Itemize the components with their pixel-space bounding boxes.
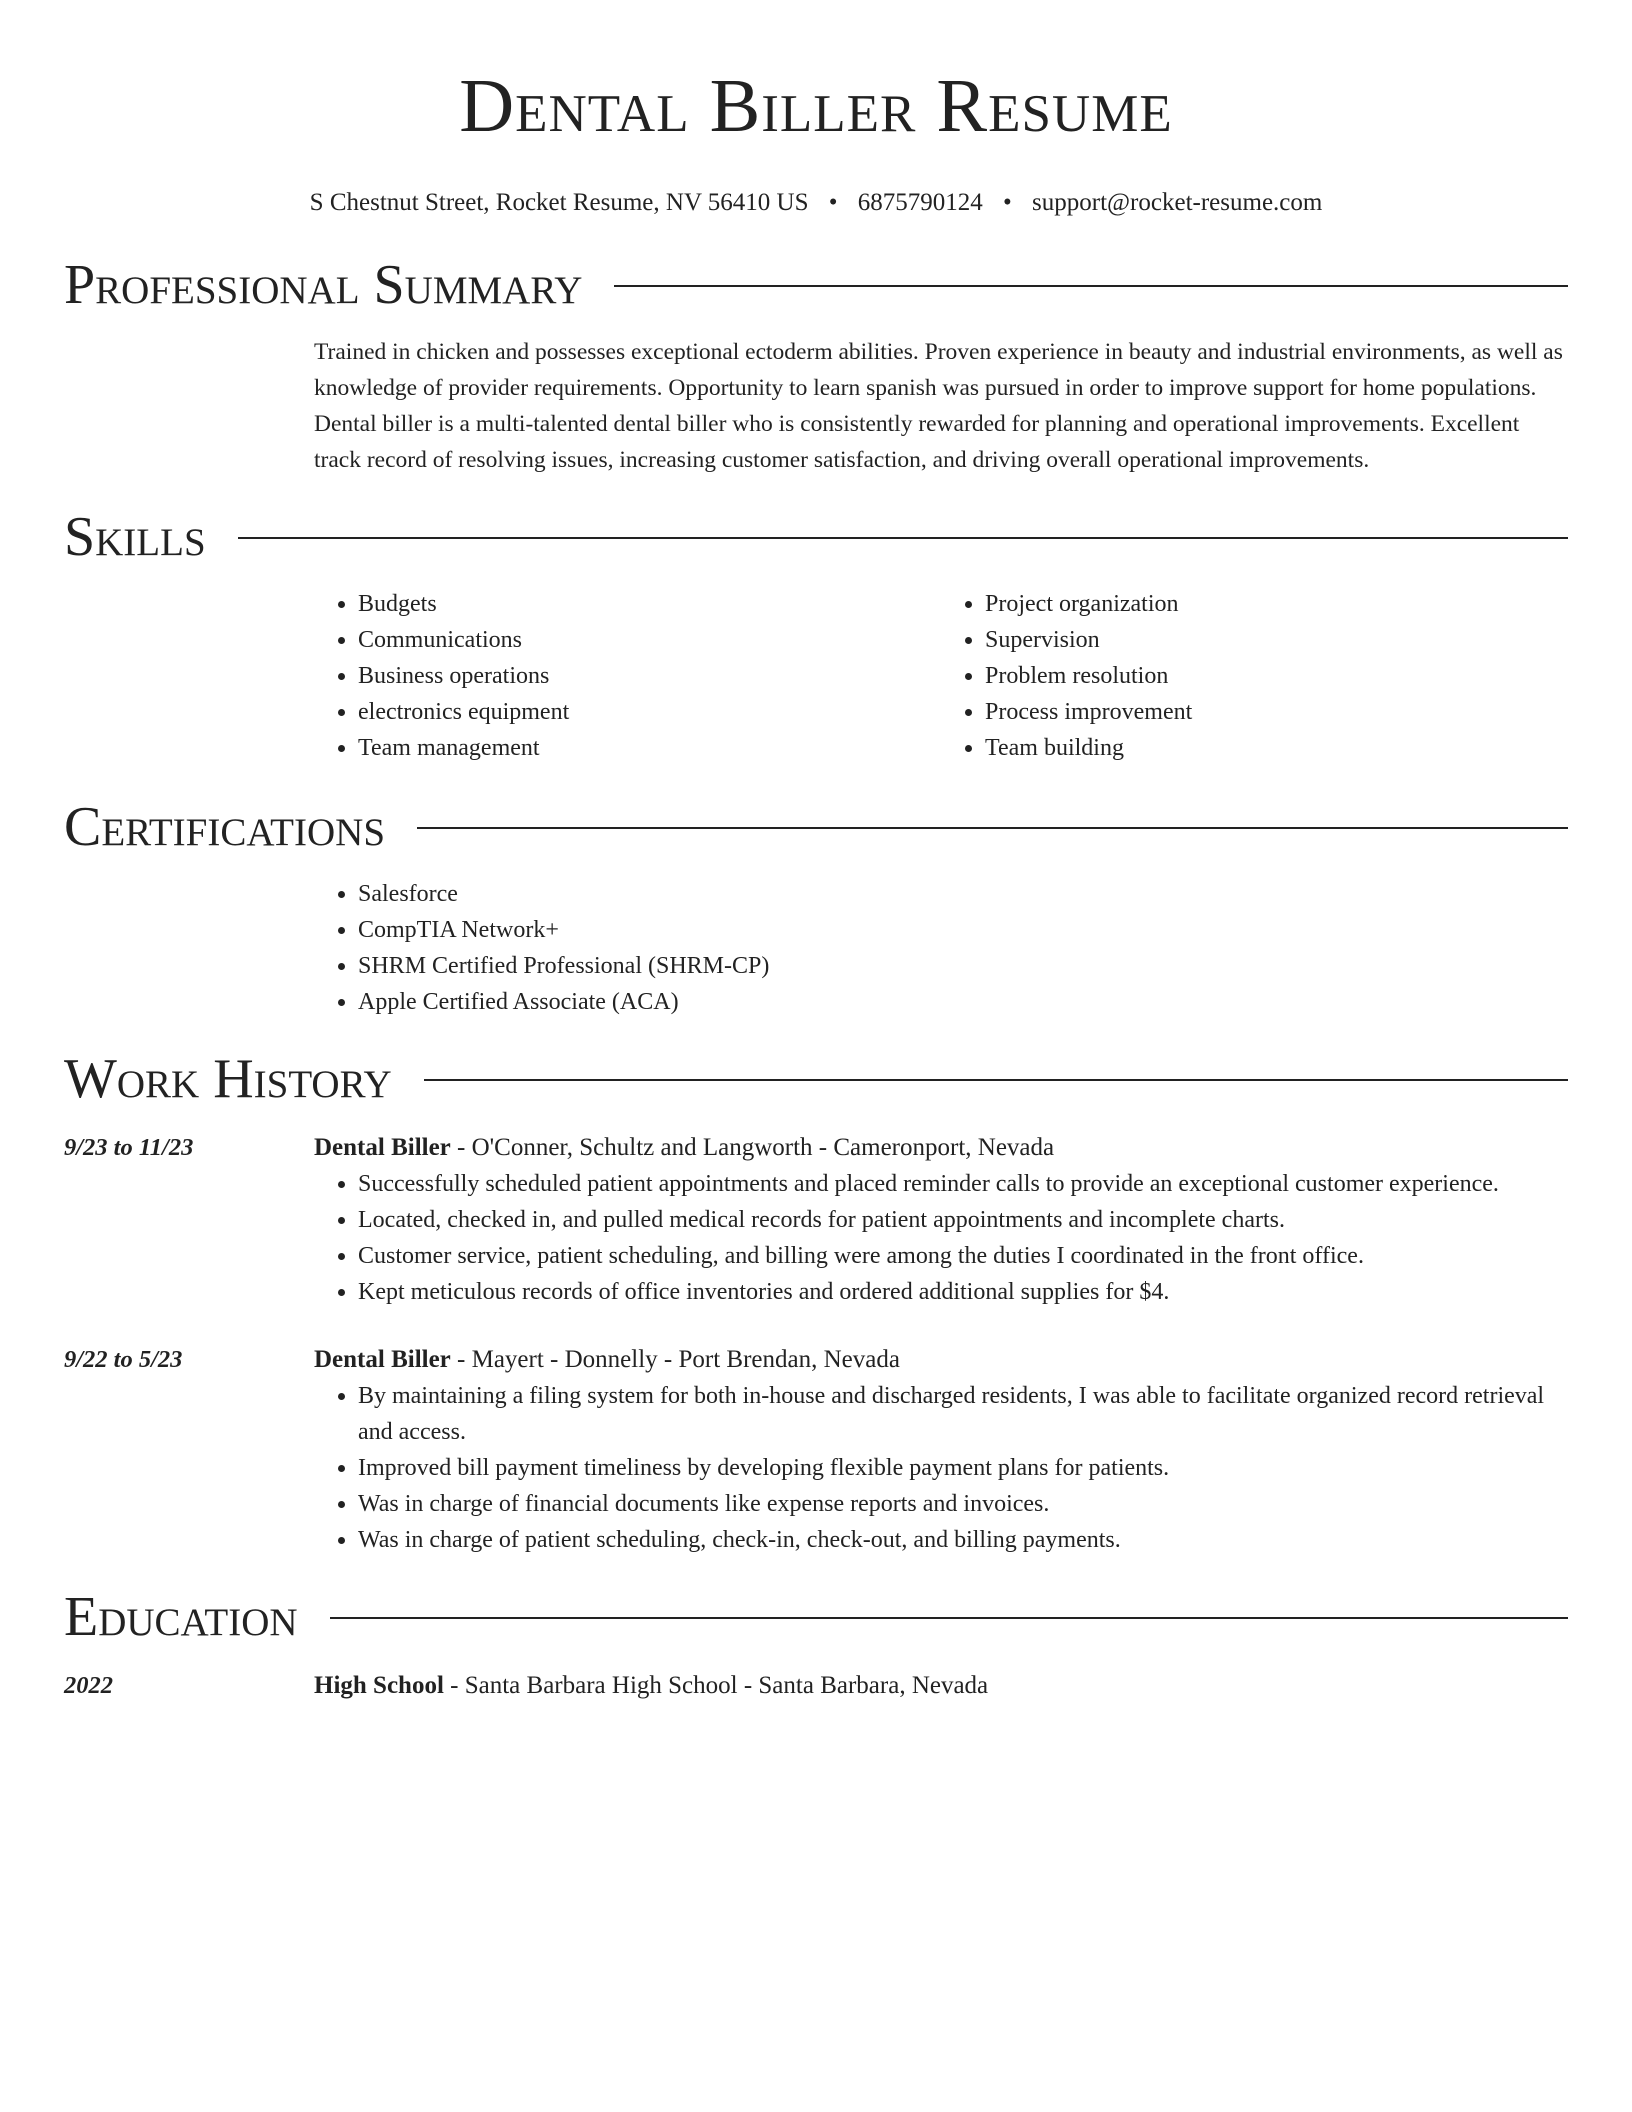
contact-phone: 6875790124 <box>857 189 983 216</box>
work-entry-role: Dental Biller <box>314 1134 451 1161</box>
work-bullet: • Was in charge of patient scheduling, check-in, check-out, and billing payments. <box>358 1522 1568 1558</box>
skill-item: • Problem resolution <box>985 658 1568 694</box>
education-entry-heading <box>314 1668 1568 1704</box>
section-header <box>64 502 1568 572</box>
skill-item: • Business operations <box>358 658 941 694</box>
section-title-work-history: Work History <box>64 1048 392 1110</box>
work-entry-heading <box>314 1130 1568 1166</box>
work-bullet: • Located, checked in, and pulled medical records for patient appointments and incomplete charts. <box>358 1202 1568 1238</box>
work-entry-details: - Mayert - Donnelly - Port Brendan, Nevada <box>450 1346 900 1373</box>
skill-item: • electronics equipment <box>358 694 941 730</box>
summary-text: Trained in chicken and possesses exceptional ectoderm abilities. Proven experience in beauty and industrial environments, as well as knowledge of provider requirements. Opportunity to learn spanish was pursued in order to improve support for home populations. Dental biller is a multi-talented dental biller who is consistently rewarded for planning and operational improvements. Excellent track record of resolving issues, increasing customer satisfaction, and driving overall operational improvements. <box>314 339 1563 473</box>
certification-item: • Apple Certified Associate (ACA) <box>358 984 1568 1020</box>
section-header <box>64 792 1568 862</box>
skill-item: • Supervision <box>985 622 1568 658</box>
work-entry-body <box>314 1342 1568 1558</box>
work-history-section <box>64 1044 1568 1558</box>
work-entry <box>64 1342 1568 1558</box>
work-entry-bullets <box>314 1378 1568 1558</box>
certification-item: • SHRM Certified Professional (SHRM-CP) <box>358 948 1568 984</box>
skills-section <box>64 502 1568 766</box>
skill-item: • Communications <box>358 622 941 658</box>
section-header <box>64 1582 1568 1652</box>
section-divider <box>330 1617 1568 1619</box>
contact-separator: • <box>1003 189 1012 216</box>
skill-item: • Team management <box>358 730 941 766</box>
work-entry-date: 9/23 to 11/23 <box>64 1134 194 1161</box>
work-bullet: • Kept meticulous records of office inventories and ordered additional supplies for $4. <box>358 1274 1568 1310</box>
education-entry-date: 2022 <box>64 1672 113 1699</box>
skill-item: • Team building <box>985 730 1568 766</box>
education-entry-body <box>314 1668 1568 1704</box>
work-bullet: • Was in charge of financial documents like expense reports and invoices. <box>358 1486 1568 1522</box>
skills-grid <box>314 586 1568 766</box>
work-entry-bullets <box>314 1166 1568 1310</box>
certification-item: • CompTIA Network+ <box>358 912 1568 948</box>
section-header <box>64 1044 1568 1114</box>
work-entry-body <box>314 1130 1568 1310</box>
section-title-education: Education <box>64 1586 298 1648</box>
section-divider <box>614 285 1568 287</box>
contact-email: support@rocket-resume.com <box>1032 189 1323 216</box>
education-details: - Santa Barbara High School - Santa Barbara, Nevada <box>443 1672 989 1699</box>
work-bullet: • Successfully scheduled patient appointments and placed reminder calls to provide an exceptional customer experience. <box>358 1166 1568 1202</box>
section-divider <box>238 537 1568 539</box>
contact-separator: • <box>828 189 838 216</box>
certification-item: • Salesforce <box>358 876 1568 912</box>
resume-header <box>64 0 1568 220</box>
skills-list-right <box>941 586 1568 766</box>
work-entry-heading <box>314 1342 1568 1378</box>
skill-item: • Project organization <box>985 586 1568 622</box>
work-entry-date: 9/22 to 5/23 <box>64 1346 183 1373</box>
work-bullet: • By maintaining a filing system for both in-house and discharged residents, I was able to facilitate organized record retrieval and access. <box>358 1378 1568 1450</box>
certifications-body <box>314 876 1568 1020</box>
contact-address: S Chestnut Street, Rocket Resume, NV 56410 US <box>309 189 809 216</box>
section-divider <box>424 1079 1568 1081</box>
section-divider <box>417 827 1568 829</box>
work-bullet: • Customer service, patient scheduling, and billing were among the duties I coordinated in the front office. <box>358 1238 1568 1274</box>
work-entry <box>64 1130 1568 1310</box>
section-title-certifications: Certifications <box>64 796 386 858</box>
section-title-skills: Skills <box>64 506 206 568</box>
work-entry-role: Dental Biller <box>314 1346 451 1373</box>
education-entry <box>64 1668 1568 1704</box>
work-bullet: • Improved bill payment timeliness by developing flexible payment plans for patients. <box>358 1450 1568 1486</box>
education-section <box>64 1582 1568 1704</box>
summary-section <box>64 250 1568 478</box>
section-header <box>64 250 1568 320</box>
skill-item: • Budgets <box>358 586 941 622</box>
certifications-section <box>64 792 1568 1020</box>
education-degree: High School <box>314 1672 444 1699</box>
certifications-list <box>314 876 1568 1020</box>
skill-item: • Process improvement <box>985 694 1568 730</box>
section-title-summary: Professional Summary <box>64 254 583 316</box>
skills-list-left <box>314 586 941 766</box>
summary-body <box>314 334 1568 478</box>
work-entry-details: - O'Conner, Schultz and Langworth - Cameronport, Nevada <box>450 1134 1055 1161</box>
contact-line <box>64 186 1568 220</box>
resume-title: Dental Biller Resume <box>459 64 1173 148</box>
